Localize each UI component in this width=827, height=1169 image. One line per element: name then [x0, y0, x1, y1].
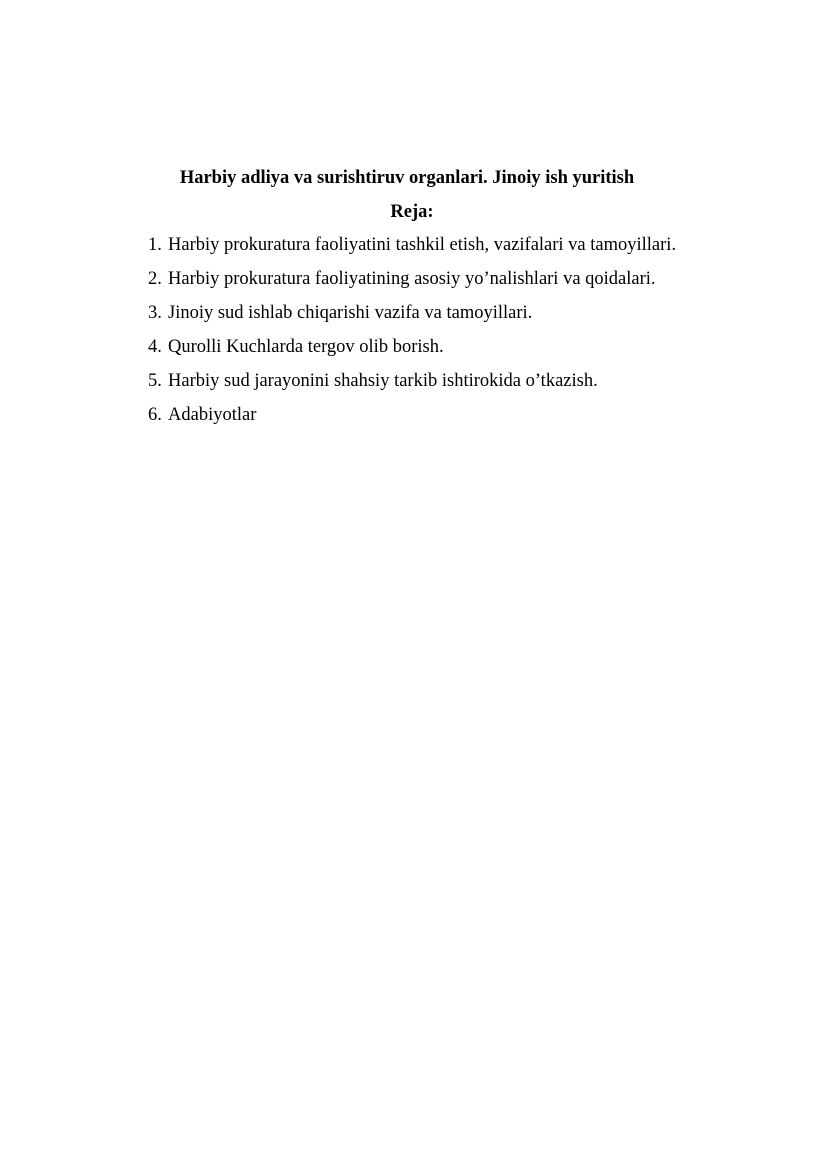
plan-item-number: 5.: [148, 371, 162, 391]
plan-heading: Reja:: [390, 202, 434, 222]
plan-item: [148, 233, 676, 267]
plan-item: [148, 267, 676, 301]
plan-list: [148, 233, 676, 437]
plan-item-number: 2.: [148, 269, 162, 289]
plan-item-number: 6.: [148, 405, 162, 425]
plan-item: [148, 301, 676, 335]
plan-item-number: 1.: [148, 235, 162, 255]
plan-item-number: 3.: [148, 303, 162, 323]
plan-item-text: Harbiy sud jarayonini shahsiy tarkib ishtirokida o’tkazish.: [168, 371, 598, 391]
plan-item-number: 4.: [148, 337, 162, 357]
plan-item-text: Harbiy prokuratura faoliyatining asosiy yo’nalishlari va qoidalari.: [168, 269, 656, 289]
plan-item: [148, 403, 676, 437]
plan-item: [148, 369, 676, 403]
document-title: Harbiy adliya va surishtiruv organlari. Jinoiy ish yuritish: [179, 168, 635, 188]
plan-item: [148, 335, 676, 369]
plan-item-text: Adabiyotlar: [168, 405, 257, 425]
plan-item-text: Harbiy prokuratura faoliyatini tashkil etish, vazifalari va tamoyillari.: [168, 235, 677, 255]
plan-item-text: Jinoiy sud ishlab chiqarishi vazifa va tamoyillari.: [168, 303, 533, 323]
plan-item-text: Qurolli Kuchlarda tergov olib borish.: [168, 337, 444, 357]
